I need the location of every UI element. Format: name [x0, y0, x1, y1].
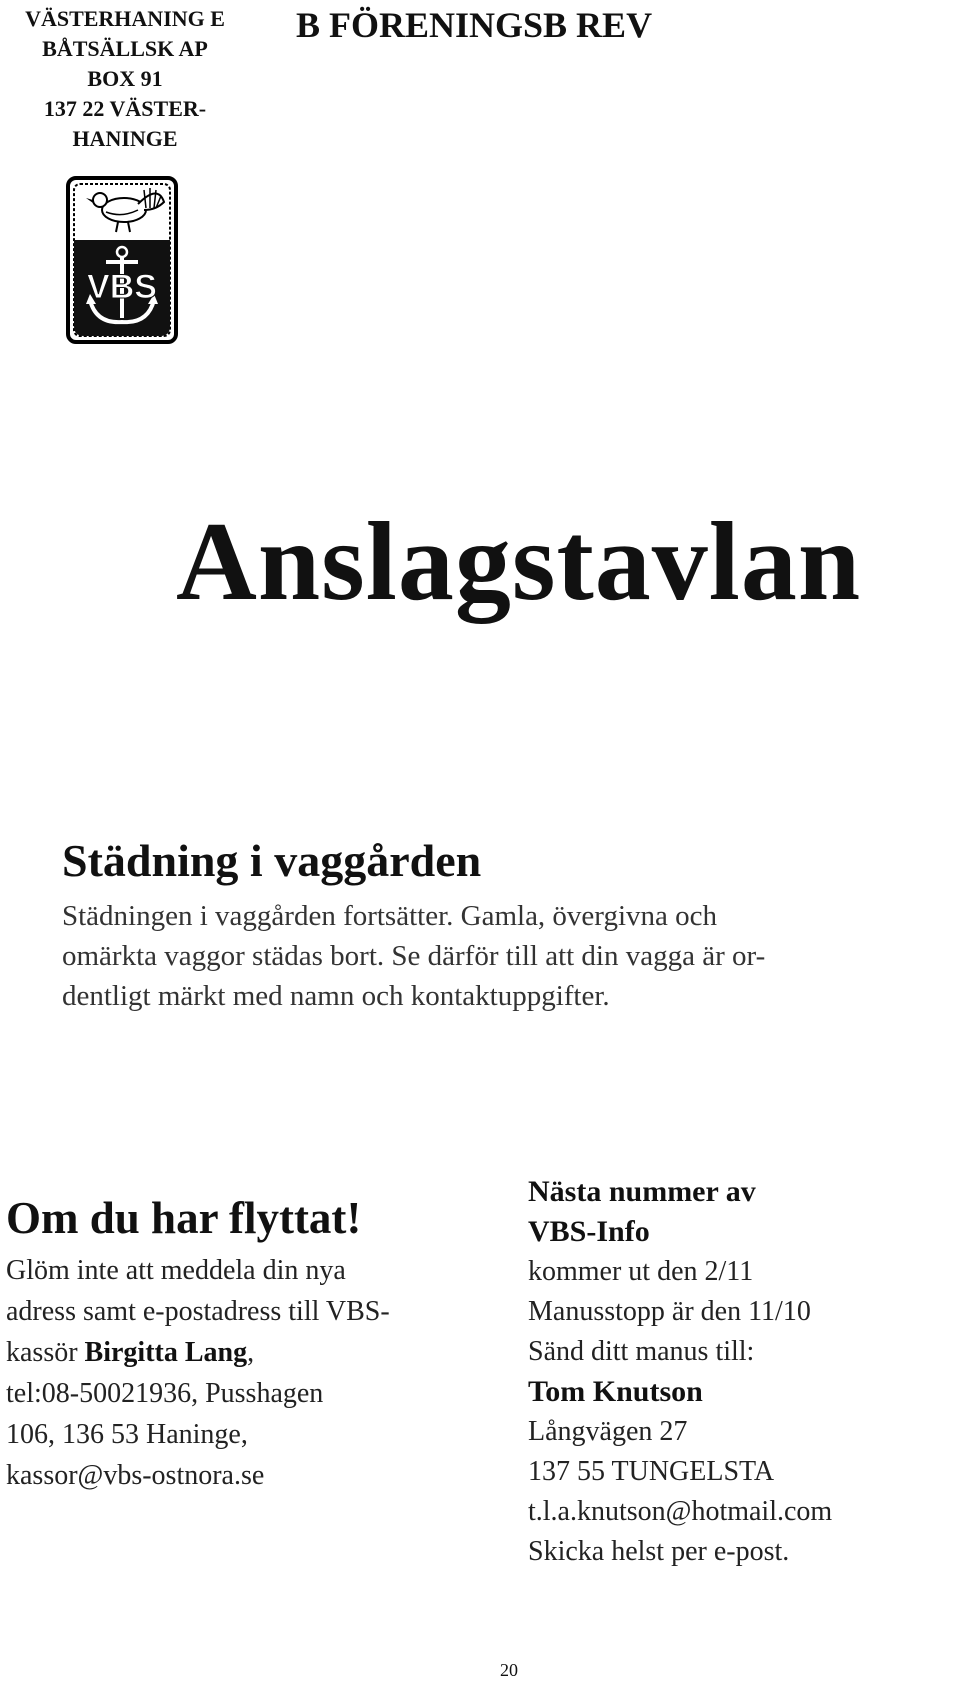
treasurer-name: Birgitta Lang: [84, 1337, 248, 1368]
moved-line: [6, 1332, 506, 1373]
vbs-logo-text: VBS: [87, 268, 157, 306]
moved-line: tel:08-50021936, Pusshagen: [6, 1378, 324, 1409]
moved-line-prefix: kassör: [6, 1337, 85, 1368]
next-issue-line: kommer ut den 2/11: [528, 1256, 754, 1287]
cleaning-line: Städningen i vaggården fortsätter. Gamla, övergivna och: [62, 900, 717, 932]
postage-label: B FÖRENINGSB REV: [296, 5, 653, 45]
next-issue-box: [528, 1172, 948, 1572]
moved-paragraph: [6, 1250, 506, 1496]
moved-line-suffix: ,: [247, 1337, 255, 1368]
page-number: 20: [500, 1660, 518, 1680]
sender-line: VÄSTERHANING E: [25, 6, 225, 31]
sender-address: [0, 4, 250, 154]
cleaning-line: dentligt märkt med namn och kontaktuppgifter.: [62, 980, 610, 1012]
moved-line: adress samt e-postadress till VBS-: [6, 1296, 390, 1327]
cleaning-line: omärkta vaggor städas bort. Se därför till att din vagga är or-: [62, 940, 766, 972]
next-issue-line: Manusstopp är den 11/10: [528, 1296, 811, 1327]
sender-line: BÅTSÄLLSK AP: [42, 36, 208, 61]
sender-line: HANINGE: [72, 126, 178, 151]
editor-email: t.l.a.knutson@hotmail.com: [528, 1496, 833, 1527]
editor-street: Långvägen 27: [528, 1416, 688, 1447]
treasurer-email: kassor@vbs-ostnora.se: [6, 1460, 265, 1491]
moved-line: 106, 136 53 Haninge,: [6, 1419, 248, 1450]
next-issue-line: Sänd ditt manus till:: [528, 1336, 755, 1367]
editor-city: 137 55 TUNGELSTA: [528, 1456, 775, 1487]
next-issue-heading: Nästa nummer av: [528, 1175, 756, 1208]
cleaning-paragraph: [62, 896, 942, 1016]
sender-line: BOX 91: [87, 66, 163, 91]
moved-heading: Om du har flyttat!: [6, 1193, 362, 1243]
editor-name: Tom Knutson: [528, 1375, 703, 1408]
vbs-logo: [66, 176, 178, 344]
moved-line: Glöm inte att meddela din nya: [6, 1255, 346, 1286]
next-issue-note: Skicka helst per e-post.: [528, 1536, 790, 1567]
next-issue-heading: VBS-Info: [528, 1215, 650, 1248]
cleaning-heading: Städning i vaggården: [62, 835, 482, 886]
sender-line: 137 22 VÄSTER-: [43, 96, 207, 121]
page-title: Anslagstavlan: [176, 500, 862, 624]
